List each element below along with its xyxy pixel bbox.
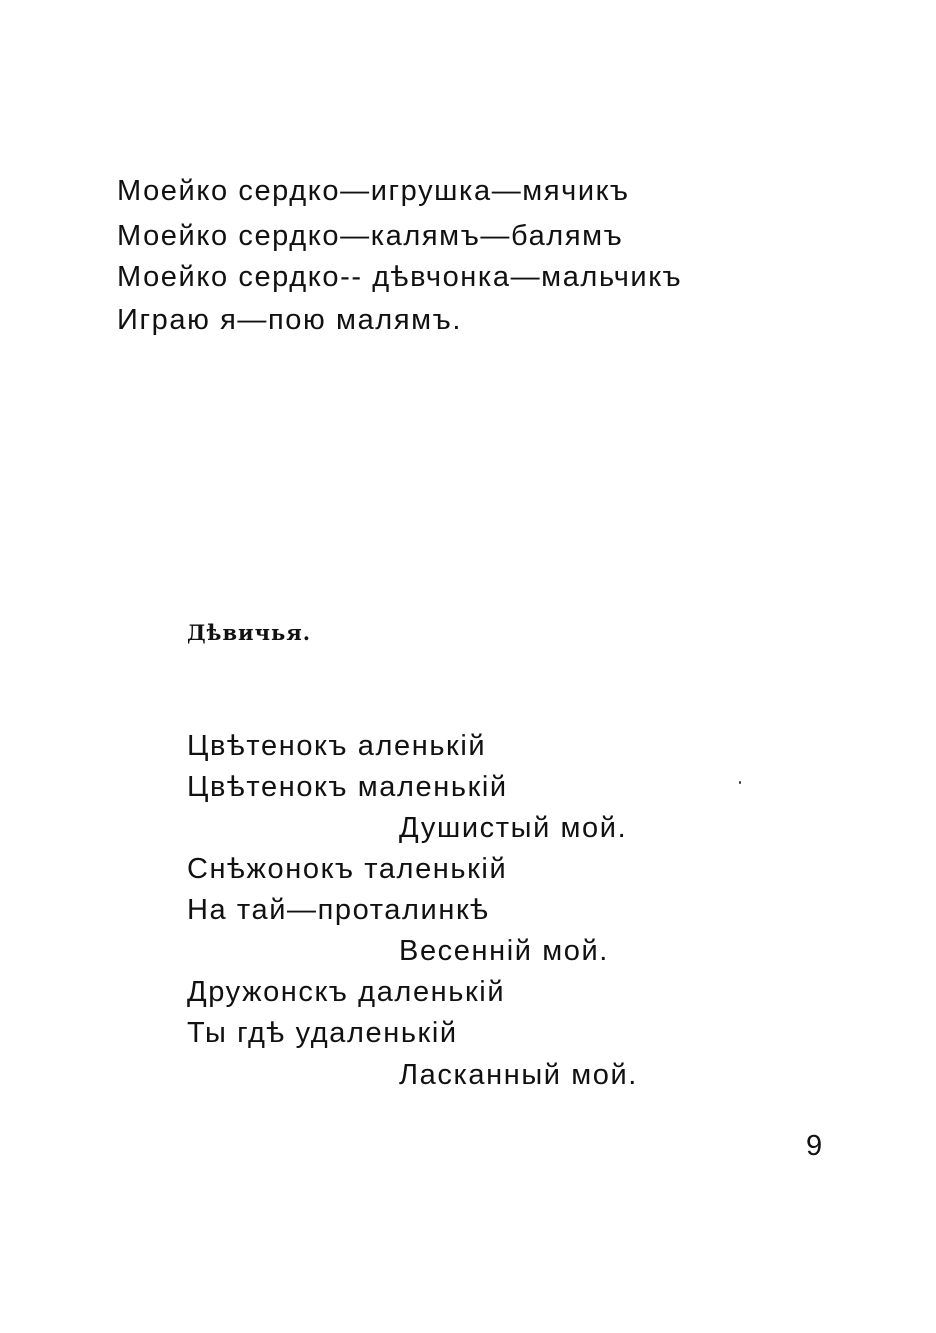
ink-speck <box>739 781 741 784</box>
poem-title: Дѣвичья. <box>187 620 312 645</box>
poem-line: Снѣжонокъ таленькій <box>187 853 508 885</box>
poem-line: Играю я—пою малямъ. <box>117 304 463 336</box>
poem-line: Моейко сердко-- дѣвчонка—мальчикъ <box>117 261 683 293</box>
poem-line: Цвѣтенокъ аленькій <box>187 730 487 762</box>
poem-line-indented: Весенній мой. <box>399 935 609 967</box>
poem-line: Дружонскъ даленькій <box>187 976 506 1008</box>
page-number: 9 <box>806 1130 823 1162</box>
poem-line-indented: Ласканный мой. <box>399 1059 638 1091</box>
poem-line: Ты гдѣ удаленькій <box>187 1017 458 1049</box>
poem-line: Моейко сердко—игрушка—мячикъ <box>117 175 630 207</box>
poem-line: Моейко сердко—калямъ—балямъ <box>117 220 624 252</box>
poem-line: Цвѣтенокъ маленькій <box>187 771 508 803</box>
poem-line: На тай—проталинкѣ <box>187 894 490 926</box>
poem-line-indented: Душистый мой. <box>399 812 628 844</box>
